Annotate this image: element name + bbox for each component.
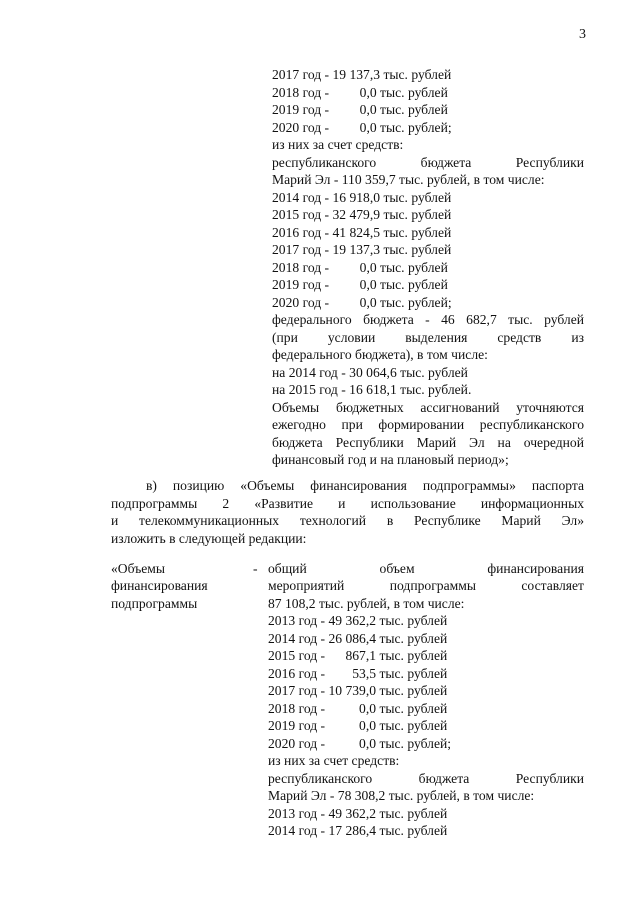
text-line: Марий Эл - 110 359,7 тыс. рублей, в том числе: <box>272 172 545 187</box>
text-line: Марий Эл - 78 308,2 тыс. рублей, в том числе: <box>268 788 535 803</box>
text-line: финансовый год и на плановый период»; <box>272 452 509 467</box>
text-line: федерального бюджета - 46 682,7 тыс. рублей <box>272 312 584 327</box>
text-line: 2020 год - 0,0 тыс. рублей; <box>272 120 452 135</box>
table-label-line: подпрограммы <box>111 596 198 611</box>
text-line: 2014 год - 26 086,4 тыс. рублей <box>268 631 448 646</box>
text-line: 2014 год - 17 286,4 тыс. рублей <box>268 823 448 838</box>
text-line: 87 108,2 тыс. рублей, в том числе: <box>268 596 465 611</box>
text-line: из них за счет средств: <box>268 753 400 768</box>
text-line: 2018 год - 0,0 тыс. рублей <box>272 85 448 100</box>
text-line: 2014 год - 16 918,0 тыс. рублей <box>272 190 452 205</box>
text-line: республиканского бюджета Республики <box>268 771 584 786</box>
text-line: 2019 год - 0,0 тыс. рублей <box>268 718 448 733</box>
text-line: 2019 год - 0,0 тыс. рублей <box>272 277 448 292</box>
text-line: (при условии выделения средств из <box>272 330 584 345</box>
text-line: федерального бюджета), в том числе: <box>272 347 488 362</box>
text-line: и телекоммуникационных технологий в Республике Марий Эл» <box>111 513 584 528</box>
text-line: республиканского бюджета Республики <box>272 155 584 170</box>
text-line: 2017 год - 19 137,3 тыс. рублей <box>272 67 452 82</box>
table-label-line: финансирования <box>111 578 208 593</box>
text-line: из них за счет средств: <box>272 137 404 152</box>
text-line: изложить в следующей редакции: <box>111 531 307 546</box>
text-line: на 2014 год - 30 064,6 тыс. рублей <box>272 365 468 380</box>
text-line: 2016 год - 41 824,5 тыс. рублей <box>272 225 452 240</box>
text-line: ежегодно при формировании республиканского <box>272 417 584 432</box>
text-line: в) позицию «Объемы финансирования подпрограммы» паспорта <box>146 478 584 493</box>
text-line: 2013 год - 49 362,2 тыс. рублей <box>268 613 448 628</box>
text-line: 2015 год - 32 479,9 тыс. рублей <box>272 207 452 222</box>
text-line: подпрограммы 2 «Развитие и использование информационных <box>111 496 584 511</box>
table-dash: - <box>253 561 258 576</box>
text-line: 2018 год - 0,0 тыс. рублей <box>272 260 448 275</box>
page-number: 3 <box>579 27 586 42</box>
text-line: на 2015 год - 16 618,1 тыс. рублей. <box>272 382 472 397</box>
text-line: бюджета Республики Марий Эл на очередной <box>272 435 584 450</box>
table-label-line: «Объемы <box>111 561 165 576</box>
text-line: Объемы бюджетных ассигнований уточняются <box>272 400 584 415</box>
text-line: 2020 год - 0,0 тыс. рублей; <box>272 295 452 310</box>
text-line: 2020 год - 0,0 тыс. рублей; <box>268 736 452 751</box>
text-line: 2017 год - 10 739,0 тыс. рублей <box>268 683 448 698</box>
text-line: общий объем финансирования <box>268 561 584 576</box>
text-line: 2015 год - 867,1 тыс. рублей <box>268 648 448 663</box>
text-line: 2013 год - 49 362,2 тыс. рублей <box>268 806 448 821</box>
text-line: 2019 год - 0,0 тыс. рублей <box>272 102 448 117</box>
text-line: 2016 год - 53,5 тыс. рублей <box>268 666 448 681</box>
text-line: 2017 год - 19 137,3 тыс. рублей <box>272 242 452 257</box>
text-line: мероприятий подпрограммы составляет <box>268 578 584 593</box>
text-line: 2018 год - 0,0 тыс. рублей <box>268 701 448 716</box>
